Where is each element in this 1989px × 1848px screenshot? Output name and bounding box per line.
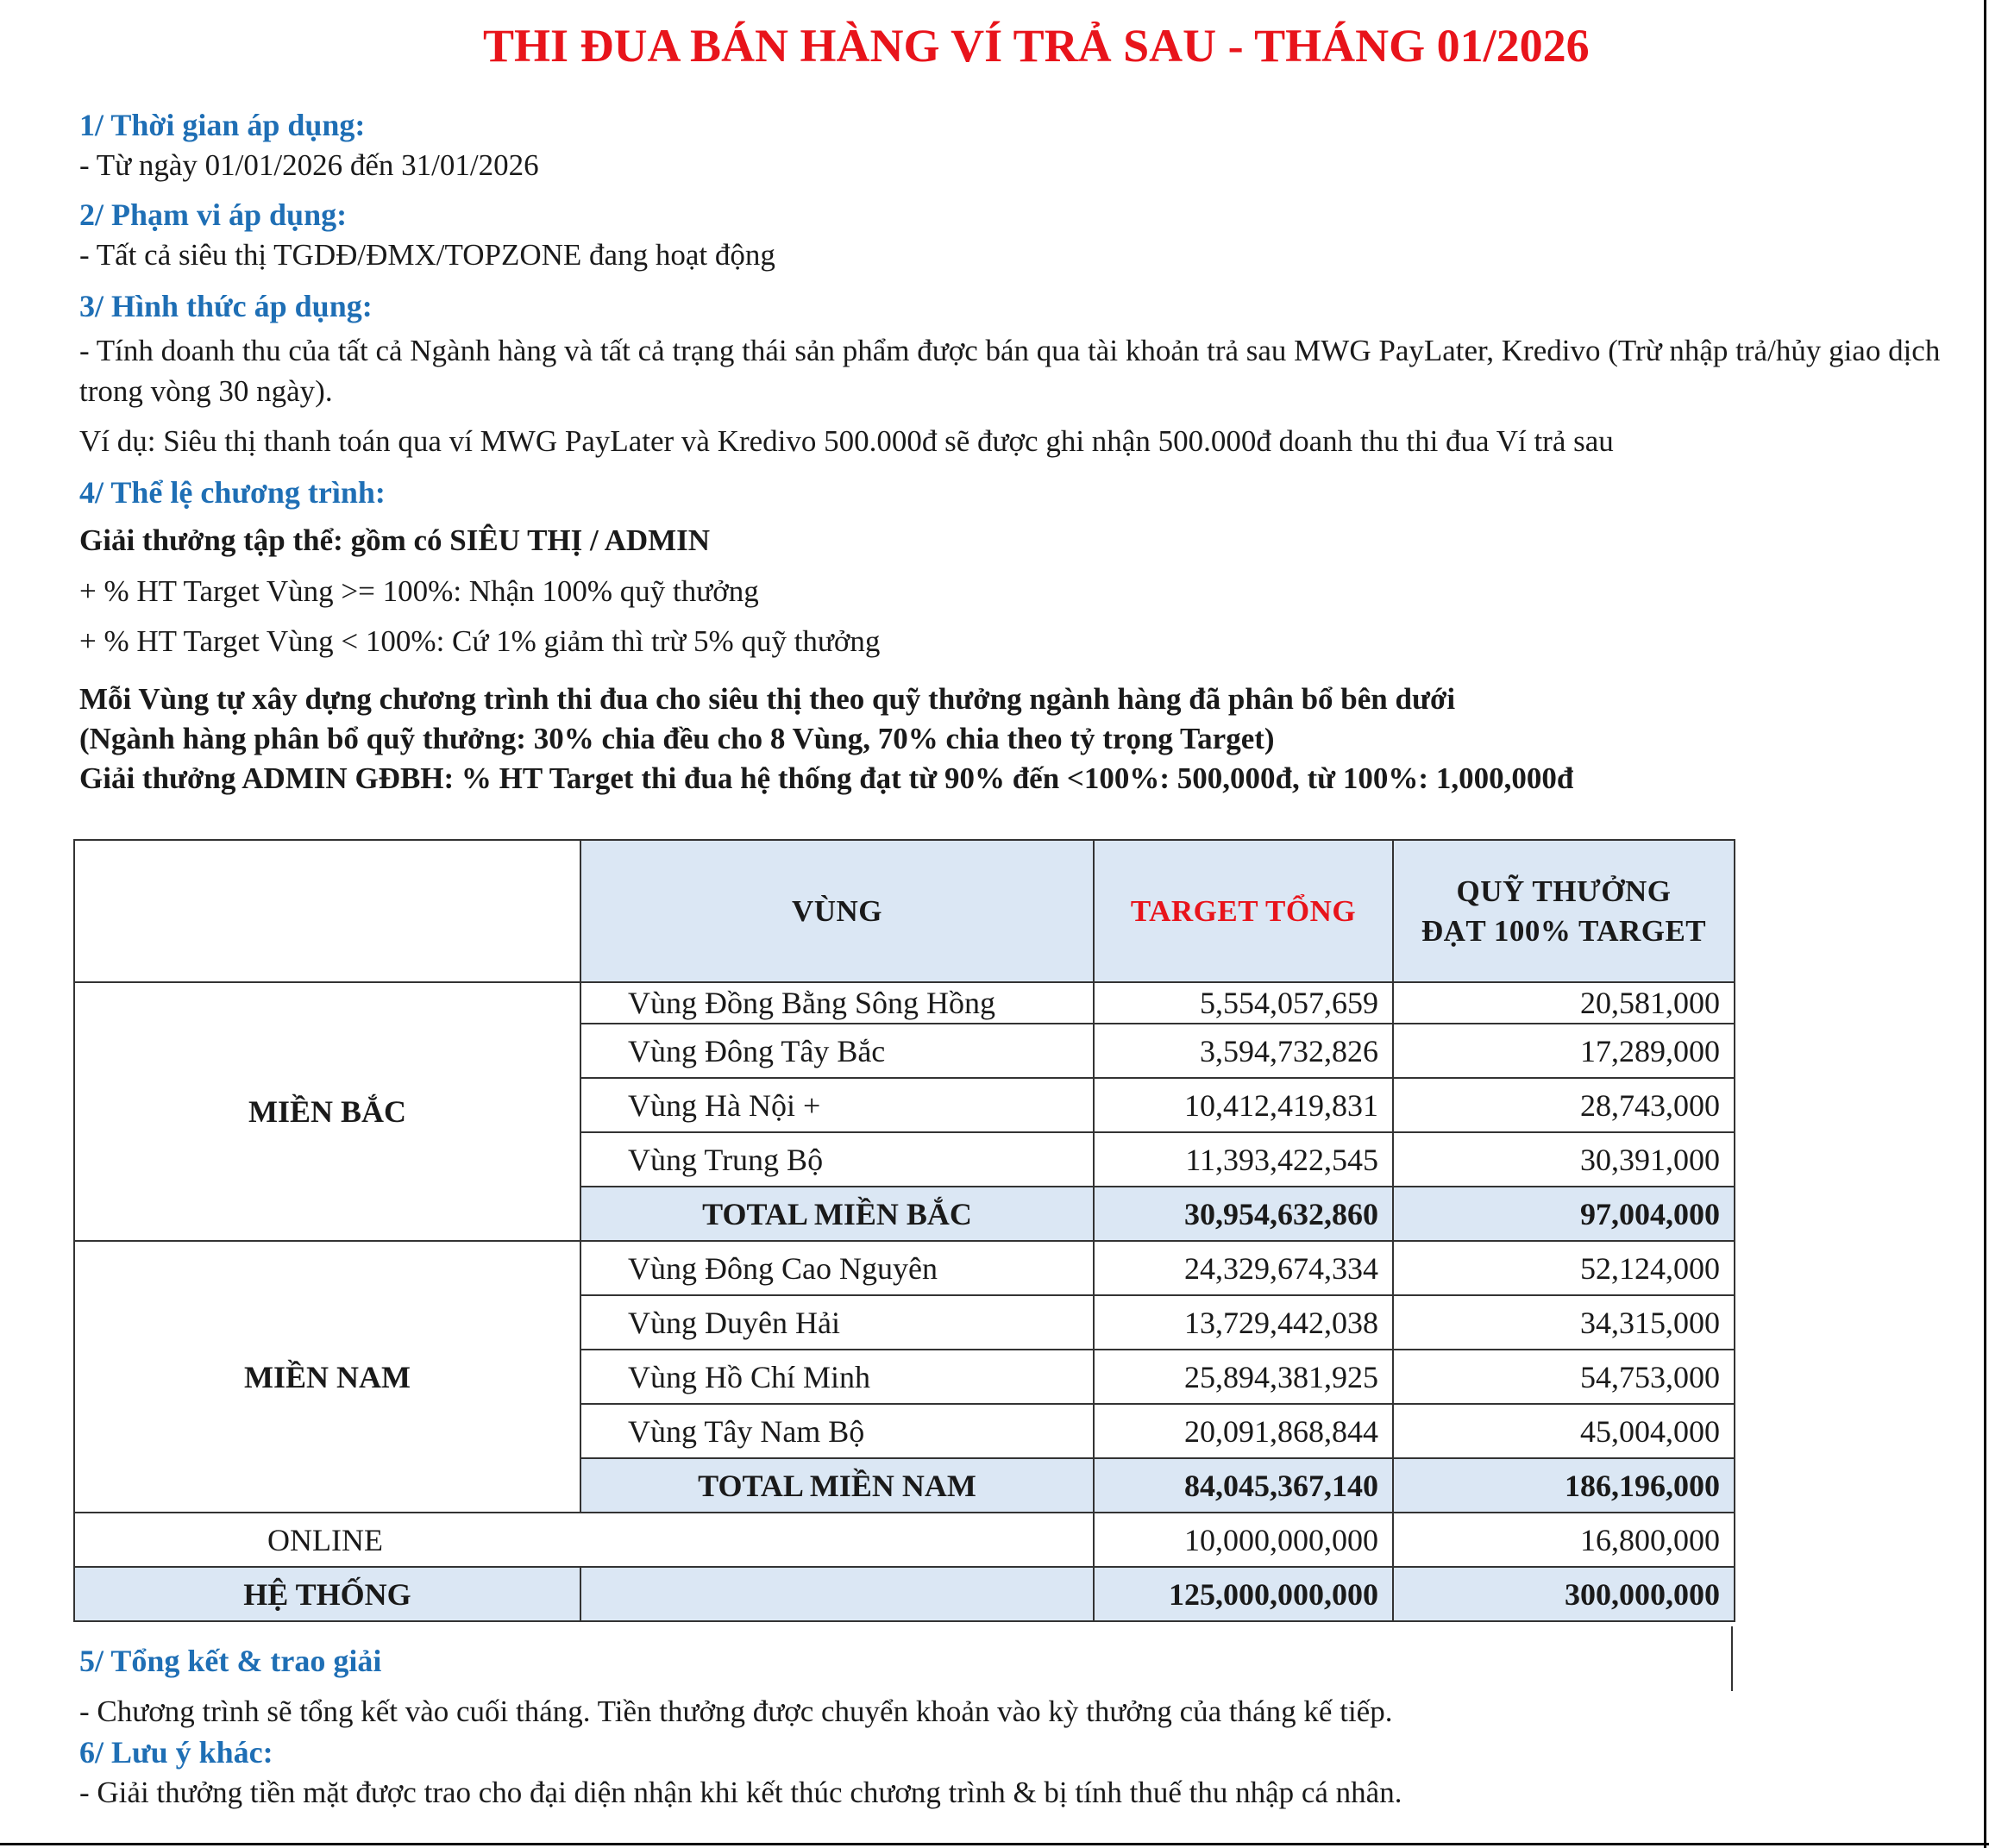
note-line-1: Mỗi Vùng tự xây dựng chương trình thi đua cho siêu thị theo quỹ thưởng ngành hàng đã phân bổ bên dưới xyxy=(79,682,1456,716)
section-2-heading: 2/ Phạm vi áp dụng: xyxy=(79,197,348,232)
total-north-target: 30,954,632,860 xyxy=(1094,1187,1393,1241)
online-label: ONLINE xyxy=(74,1513,1094,1567)
header-fund-line2: ĐẠT 100% TARGET xyxy=(1421,913,1707,948)
note-line-3: Giải thưởng ADMIN GĐBH: % HT Target thi đua hệ thống đạt từ 90% đến <100%: 500,000đ, từ 100%: 1,000,000đ xyxy=(79,761,1574,795)
system-blank-cell xyxy=(580,1567,1094,1621)
region-name: Vùng Trung Bộ xyxy=(580,1132,1094,1187)
zone-north-label: MIỀN BẮC xyxy=(74,982,580,1241)
region-target: 25,894,381,925 xyxy=(1094,1350,1393,1404)
section-1-line: - Từ ngày 01/01/2026 đến 31/01/2026 xyxy=(79,148,539,182)
region-target: 11,393,422,545 xyxy=(1094,1132,1393,1187)
region-name: Vùng Đông Tây Bắc xyxy=(580,1024,1094,1078)
region-target: 10,412,419,831 xyxy=(1094,1078,1393,1132)
region-target: 13,729,442,038 xyxy=(1094,1295,1393,1350)
table-header-row xyxy=(74,840,1735,982)
section-5-heading: 5/ Tổng kết & trao giải xyxy=(79,1644,382,1678)
total-north-label: TOTAL MIỀN BẮC xyxy=(580,1187,1094,1241)
header-zone: VÙNG xyxy=(580,840,1094,982)
region-name: Vùng Tây Nam Bộ xyxy=(580,1404,1094,1458)
region-fund: 34,315,000 xyxy=(1393,1295,1735,1350)
section-5-line: - Chương trình sẽ tổng kết vào cuối tháng. Tiền thưởng được chuyển khoản vào kỳ thưởng của tháng kế tiếp. xyxy=(79,1695,1393,1728)
section-6-heading: 6/ Lưu ý khác: xyxy=(79,1735,273,1770)
region-fund: 52,124,000 xyxy=(1393,1241,1735,1295)
rule-line-2: + % HT Target Vùng < 100%: Cứ 1% giảm thì trừ 5% quỹ thưởng xyxy=(79,624,881,658)
total-south-target: 84,045,367,140 xyxy=(1094,1458,1393,1513)
region-fund: 17,289,000 xyxy=(1393,1024,1735,1078)
header-target: TARGET TỔNG xyxy=(1094,840,1393,982)
total-north-fund: 97,004,000 xyxy=(1393,1187,1735,1241)
region-target: 5,554,057,659 xyxy=(1094,982,1393,1024)
online-target: 10,000,000,000 xyxy=(1094,1513,1393,1567)
region-name: Vùng Đồng Bằng Sông Hồng xyxy=(580,982,1094,1024)
table-row xyxy=(74,982,1735,1024)
system-fund: 300,000,000 xyxy=(1393,1567,1735,1621)
group-prize-line: Giải thưởng tập thể: gồm có SIÊU THỊ / ADMIN xyxy=(79,523,711,557)
region-name: Vùng Duyên Hải xyxy=(580,1295,1094,1350)
section-6-line: - Giải thưởng tiền mặt được trao cho đại diện nhận khi kết thúc chương trình & bị tính thuế thu nhập cá nhân. xyxy=(79,1776,1402,1809)
table-system-row xyxy=(74,1567,1735,1621)
table-stub-line xyxy=(1731,1626,1733,1691)
region-fund: 45,004,000 xyxy=(1393,1404,1735,1458)
rule-line-1: + % HT Target Vùng >= 100%: Nhận 100% quỹ thưởng xyxy=(79,574,759,608)
header-blank-cell xyxy=(74,840,580,982)
section-3-example: Ví dụ: Siêu thị thanh toán qua ví MWG PayLater và Kredivo 500.000đ sẽ được ghi nhận 500.000đ doanh thu thi đua Ví trả sau xyxy=(79,424,1614,458)
section-2-line: - Tất cả siêu thị TGDĐ/ĐMX/TOPZONE đang hoạt động xyxy=(79,238,775,272)
region-fund: 28,743,000 xyxy=(1393,1078,1735,1132)
table-online-row xyxy=(74,1513,1735,1567)
region-name: Vùng Đông Cao Nguyên xyxy=(580,1241,1094,1295)
region-fund: 30,391,000 xyxy=(1393,1132,1735,1187)
system-label: HỆ THỐNG xyxy=(74,1567,580,1621)
page-border-bottom xyxy=(0,1843,1989,1845)
region-target: 24,329,674,334 xyxy=(1094,1241,1393,1295)
section-1-heading: 1/ Thời gian áp dụng: xyxy=(79,108,366,142)
total-south-label: TOTAL MIỀN NAM xyxy=(580,1458,1094,1513)
region-target: 3,594,732,826 xyxy=(1094,1024,1393,1078)
page-title: THI ĐUA BÁN HÀNG VÍ TRẢ SAU - THÁNG 01/2026 xyxy=(483,20,1590,72)
section-3-line: - Tính doanh thu của tất cả Ngành hàng và tất cả trạng thái sản phẩm được bán qua tài khoản trả sau MWG PayLater, Kredivo (Trừ nhập trả/hủy giao dịch trong vòng 30 ngày). xyxy=(79,334,1941,408)
zone-south-label: MIỀN NAM xyxy=(74,1241,580,1513)
table-row xyxy=(74,1241,1735,1295)
region-fund: 20,581,000 xyxy=(1393,982,1735,1024)
region-name: Vùng Hà Nội + xyxy=(580,1078,1094,1132)
region-target: 20,091,868,844 xyxy=(1094,1404,1393,1458)
region-fund: 54,753,000 xyxy=(1393,1350,1735,1404)
target-table xyxy=(73,839,1735,1622)
header-fund-line1: QUỸ THƯỞNG xyxy=(1456,874,1672,908)
header-fund xyxy=(1393,840,1735,982)
section-3-heading: 3/ Hình thức áp dụng: xyxy=(79,289,373,323)
total-south-fund: 186,196,000 xyxy=(1393,1458,1735,1513)
region-name: Vùng Hồ Chí Minh xyxy=(580,1350,1094,1404)
online-fund: 16,800,000 xyxy=(1393,1513,1735,1567)
note-line-2: (Ngành hàng phân bổ quỹ thưởng: 30% chia đều cho 8 Vùng, 70% chia theo tỷ trọng Target) xyxy=(79,722,1275,755)
system-target: 125,000,000,000 xyxy=(1094,1567,1393,1621)
section-4-heading: 4/ Thể lệ chương trình: xyxy=(79,475,386,510)
page-border-right xyxy=(1984,0,1986,1848)
